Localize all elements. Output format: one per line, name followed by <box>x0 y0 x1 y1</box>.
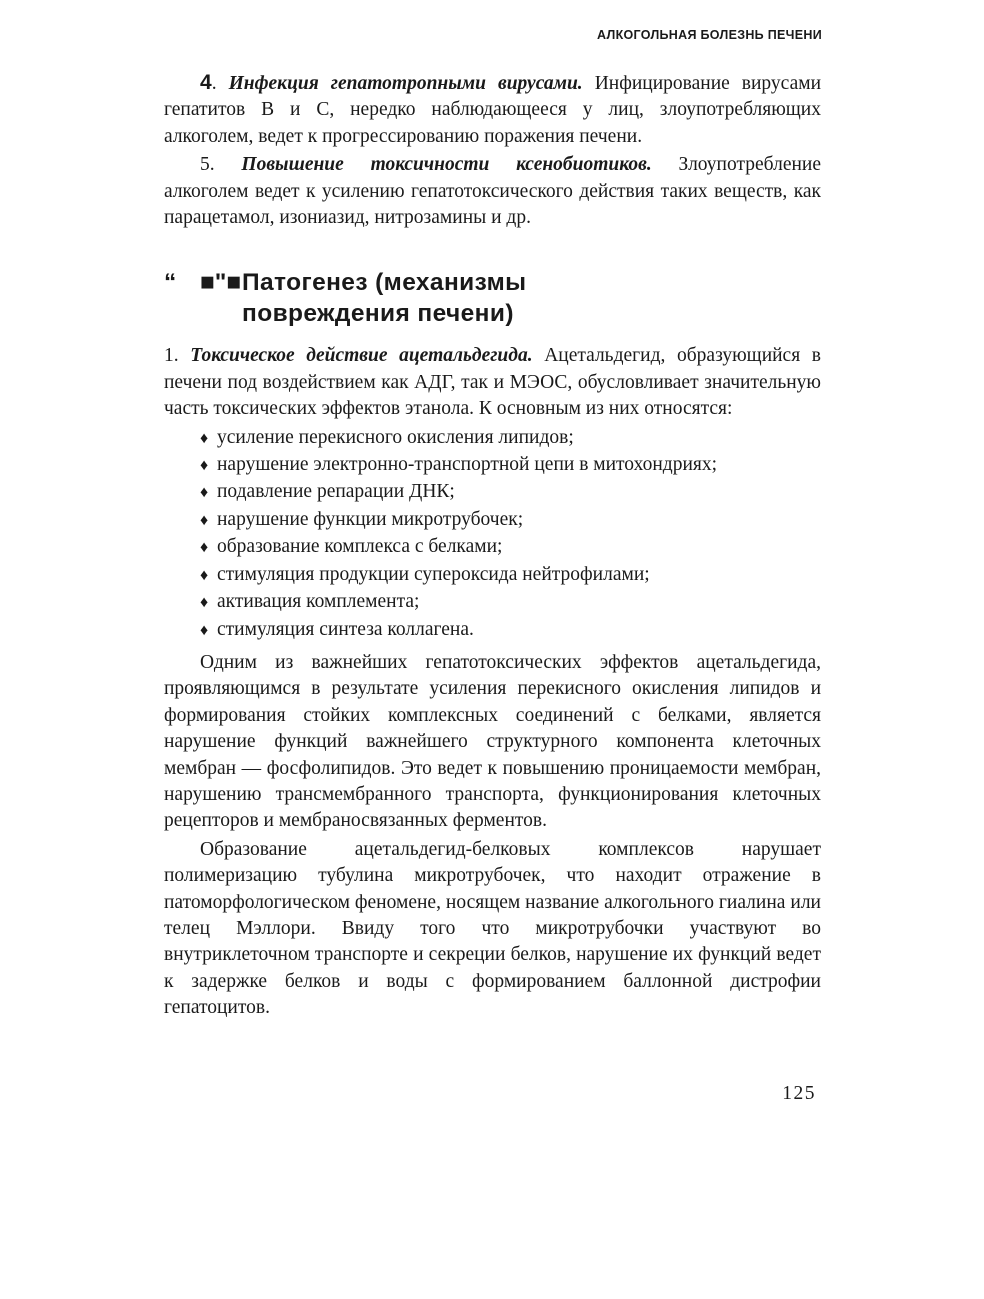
list-item <box>200 562 821 589</box>
list-item-text: нарушение функции микротрубочек; <box>217 508 524 530</box>
item-text: Ацетальдегид, образующийся в печени под воздействием как АДГ, так и МЭОС, обусловливает значительную часть токсических эффектов этанола. К основным из них относятся: <box>164 345 821 420</box>
list-item-text: стимуляция синтеза коллагена. <box>217 618 474 640</box>
heading-line-2: повреждения печени) <box>242 300 514 328</box>
list-item <box>200 534 821 561</box>
heading-title <box>242 267 526 329</box>
paragraph-item-1 <box>164 343 821 422</box>
item-title: Токсическое действие ацетальдегида. <box>190 345 533 367</box>
list-item <box>200 479 821 506</box>
item-title: Инфекция гепатотропными вирусами. <box>228 73 583 94</box>
list-item <box>200 452 821 479</box>
paragraph-item-4 <box>164 70 821 150</box>
paragraph-membranes: Одним из важнейших гепатотоксических эффектов ацетальдегида, проявляющимся в результате усиления перекисного окисления липидов и формирования стойких комплексных соединений с белками, является нарушение функций важнейшего структурного компонента клеточных мембран — фосфолипидов. Это ведет к повышению проницаемости мембран, нарушению трансмембранного транспорта, функционирования клеточных рецепторов и мембраносвязанных ферментов. <box>164 651 821 832</box>
diamond-bullet-icon: ♦ <box>200 484 209 502</box>
list-item <box>200 589 821 616</box>
list-item-text: стимуляция продукции супероксида нейтрофилами; <box>217 563 650 585</box>
item-text: Инфицирование вирусами гепатитов В и С, нередко наблюдающееся у лиц, злоупотребляющих алкоголем, ведет к прогрессированию поражения печени. <box>164 73 822 147</box>
list-item-text: нарушение электронно-транспортной цепи в митохондриях; <box>217 454 718 476</box>
list-item-text: подавление репарации ДНК; <box>217 481 455 503</box>
list-item <box>200 617 821 644</box>
item-number: 1. <box>164 345 191 367</box>
heading-line-1: Патогенез (механизмы <box>242 269 527 297</box>
running-head: АЛКОГОЛЬНАЯ БОЛЕЗНЬ ПЕЧЕНИ <box>597 28 822 42</box>
page-number: 125 <box>782 1083 816 1104</box>
diamond-bullet-icon: ♦ <box>200 594 209 612</box>
diamond-bullet-icon: ♦ <box>200 511 209 529</box>
section-heading <box>164 267 821 329</box>
diamond-bullet-icon: ♦ <box>200 539 209 557</box>
item-number: 5. <box>200 154 242 176</box>
item-title: Повышение токсичности ксенобиотиков. <box>241 154 652 176</box>
list-item-text: образование комплекса с белками; <box>217 536 503 558</box>
list-item-text: активация комплемента; <box>217 591 420 613</box>
diamond-bullet-icon: ♦ <box>200 621 209 639</box>
diamond-bullet-icon: ♦ <box>200 457 209 475</box>
heading-prefix: ■"■ <box>200 269 242 297</box>
effects-list <box>164 425 821 644</box>
item-separator: . <box>211 73 229 94</box>
item-text: Злоупотребление алкоголем ведет к усилению гепатотоксического действия таких веществ, как парацетамол, изониазид, нитрозамины и др. <box>164 154 821 229</box>
diamond-bullet-icon: ♦ <box>200 429 209 447</box>
list-item-text: усиление перекисного окисления липидов; <box>217 426 574 448</box>
heading-mark: “ <box>164 269 177 297</box>
paragraph-item-5 <box>164 152 821 231</box>
item-number: 4 <box>200 71 212 94</box>
page-body <box>164 70 821 1022</box>
diamond-bullet-icon: ♦ <box>200 566 209 584</box>
list-item <box>200 507 821 534</box>
list-item <box>200 425 821 452</box>
paragraph-microtubules: Образование ацетальдегид-белковых комплексов нарушает полимеризацию тубулина микротрубочек, что находит отражение в патоморфологическом феномене, носящем название алкогольного гиалина или телец Мэллори. Ввиду того что микротрубочки участвуют во внутриклеточном транспорте и секреции белков, нарушение их функций ведет к задержке белков и воды с формированием баллонной дистрофии гепатоцитов. <box>164 838 821 1019</box>
